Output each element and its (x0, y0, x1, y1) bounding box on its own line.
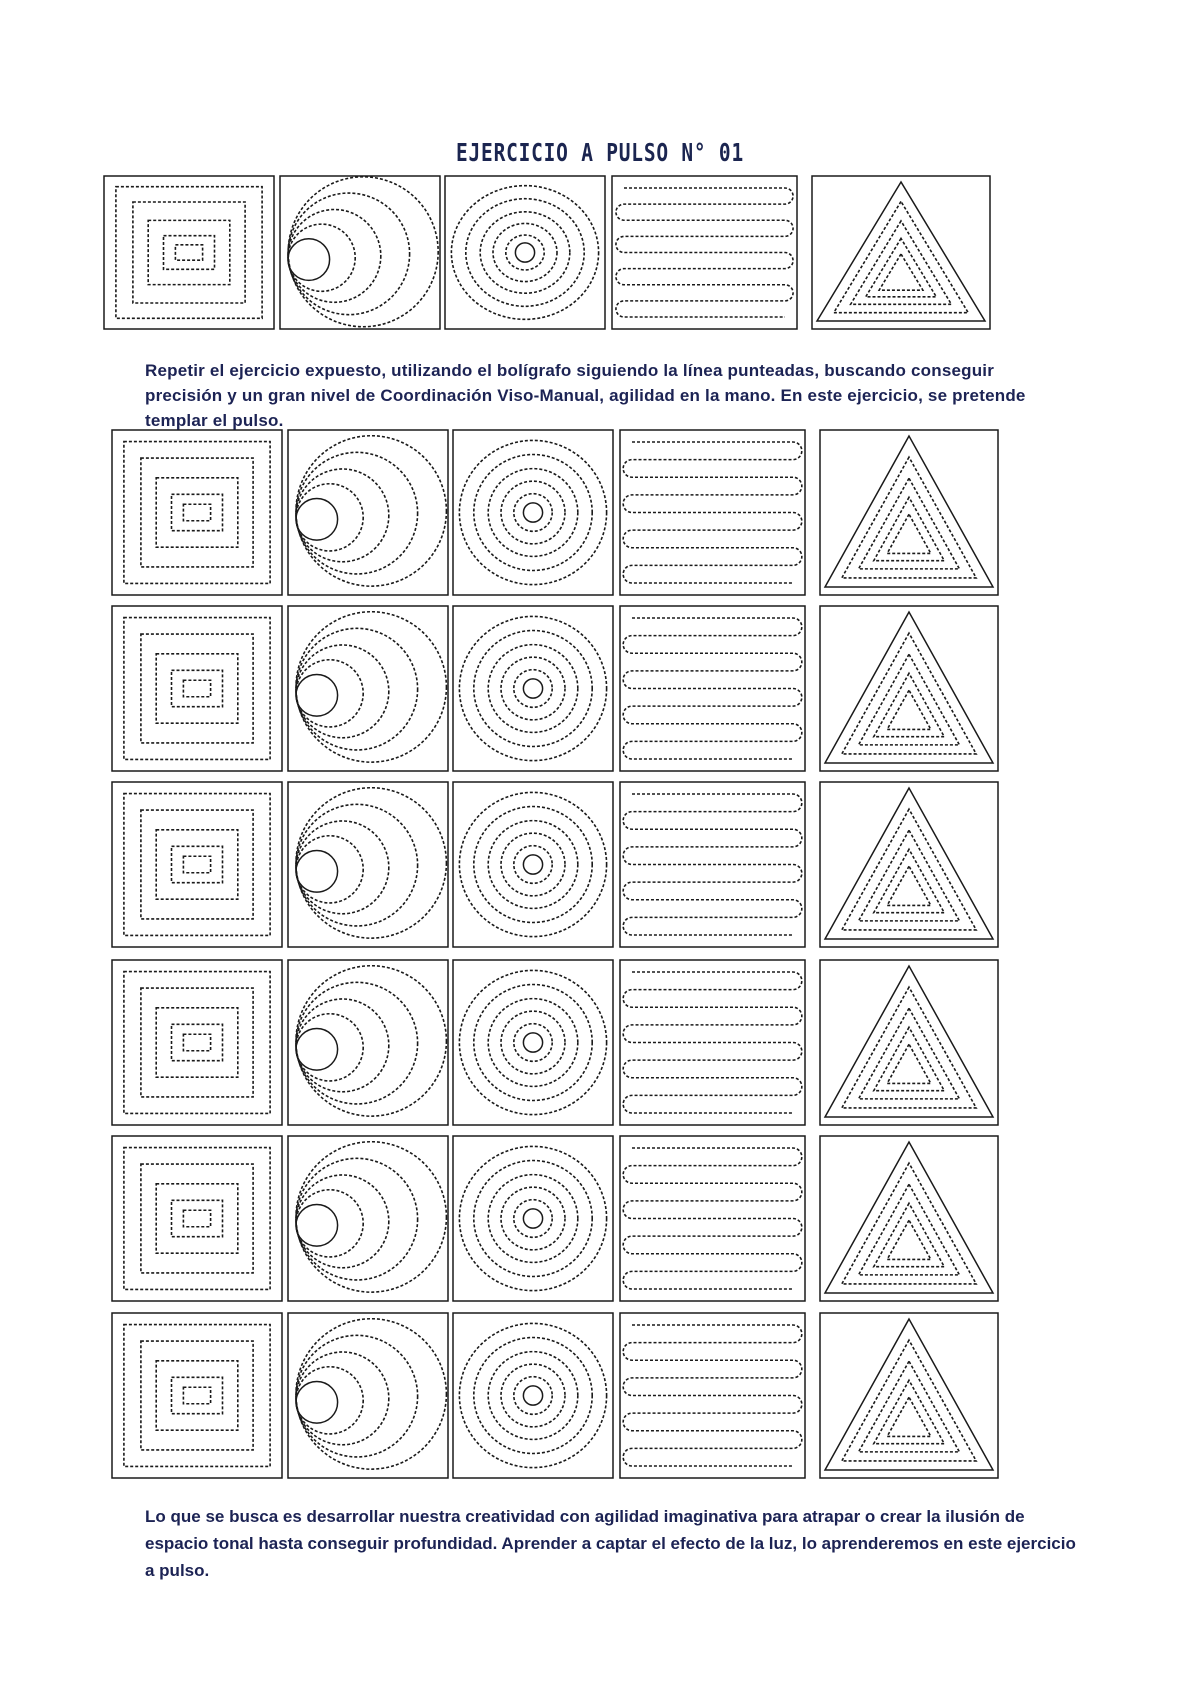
cell-frame (112, 606, 282, 771)
concentric-circle (523, 1033, 542, 1052)
concentric-circle (501, 481, 565, 544)
dotted-square (141, 458, 253, 567)
tangent-circle (296, 1352, 389, 1445)
dotted-square (183, 1387, 210, 1404)
concentric-circles-figure (453, 606, 613, 771)
tangent-circle (296, 851, 338, 893)
nested-triangle (874, 673, 945, 736)
nested-triangle (866, 238, 937, 296)
tangent-circles-figure (288, 430, 448, 595)
nested-triangle (834, 201, 968, 312)
tangent-circle (296, 1142, 446, 1292)
nested-triangle (879, 254, 923, 290)
nested-triangle (842, 987, 976, 1108)
practice-row (112, 960, 998, 1125)
serpentine-line (623, 972, 802, 1113)
concentric-circle (515, 243, 534, 262)
practice-row (112, 782, 998, 947)
nested-triangle (874, 849, 945, 912)
nested-triangles-figure (820, 606, 998, 771)
tangent-circle (296, 612, 446, 762)
nested-triangles-figure (820, 430, 998, 595)
tangent-circle (296, 1367, 363, 1434)
dotted-square (124, 1148, 270, 1290)
nested-triangle (874, 497, 945, 560)
dotted-square (172, 1200, 223, 1236)
cell-frame (112, 960, 282, 1125)
nested-squares-figure (112, 606, 282, 771)
serpentine-line (623, 794, 802, 935)
dotted-square (156, 654, 238, 723)
dotted-square (116, 187, 262, 319)
concentric-circle (514, 670, 552, 708)
tangent-circle (296, 1319, 446, 1469)
dotted-square (164, 236, 215, 270)
dotted-square (141, 634, 253, 743)
cell-frame (620, 960, 805, 1125)
tangent-circles-figure (280, 176, 440, 329)
nested-squares-figure (104, 176, 274, 329)
dotted-square (183, 1034, 210, 1051)
nested-squares-figure (112, 1136, 282, 1301)
dotted-square (156, 1361, 238, 1430)
dotted-square (141, 1164, 253, 1273)
concentric-circle (523, 855, 542, 874)
tangent-circle (296, 660, 363, 727)
cell-frame (288, 960, 448, 1125)
nested-triangles-figure (812, 176, 990, 329)
nested-triangle (887, 514, 931, 553)
nested-triangle (859, 654, 960, 745)
serpentine-lines-figure (620, 430, 805, 595)
concentric-circle (523, 503, 542, 522)
tangent-circle (296, 675, 338, 717)
dotted-square (183, 680, 210, 697)
dotted-square (156, 1184, 238, 1253)
serpentine-line (616, 188, 793, 317)
concentric-circles-figure (445, 176, 605, 329)
cell-frame (288, 430, 448, 595)
tangent-circle (296, 1205, 338, 1247)
tangent-circle (296, 836, 363, 903)
tangent-circle (296, 436, 446, 586)
nested-triangles-figure (820, 782, 998, 947)
nested-triangle (842, 809, 976, 930)
concentric-circle (459, 1146, 606, 1290)
concentric-circle (459, 440, 606, 584)
concentric-circle (459, 970, 606, 1114)
dotted-square (175, 245, 202, 260)
dotted-square (172, 670, 223, 706)
cell-frame (620, 782, 805, 947)
nested-triangle (859, 1008, 960, 1099)
tangent-circle (296, 966, 446, 1116)
concentric-circle (459, 616, 606, 760)
tangent-circles-figure (288, 1313, 448, 1478)
concentric-circles-figure (453, 960, 613, 1125)
concentric-circle (493, 223, 557, 281)
concentric-circle (501, 1187, 565, 1250)
cell-frame (288, 1313, 448, 1478)
concentric-circle (514, 1024, 552, 1062)
nested-triangles-figure (820, 1313, 998, 1478)
outro-paragraph: Lo que se busca es desarrollar nuestra creatividad con agilidad imaginativa para atrapar o crear la ilusión de espacio tonal hasta conseguir profundidad. Aprender a captar el efecto de la luz, lo aprenderemos en este ejercicio a pulso. (145, 1507, 1076, 1580)
serpentine-line (623, 1148, 802, 1289)
dotted-square (156, 830, 238, 899)
practice-row (112, 1313, 998, 1478)
dotted-square (172, 1377, 223, 1413)
dotted-square (141, 1341, 253, 1450)
serpentine-lines-figure (620, 606, 805, 771)
nested-triangle (859, 478, 960, 569)
intro-paragraph: Repetir el ejercicio expuesto, utilizando el bolígrafo siguiendo la línea punteadas, buscando conseguir precisión y un gran nivel de Coordinación Viso-Manual, agilidad en la mano. En este ejercicio, se pretende templar el pulso. (145, 361, 1026, 430)
tangent-circles-figure (288, 606, 448, 771)
dotted-square (124, 618, 270, 760)
tangent-circle (296, 1175, 389, 1268)
concentric-circle (501, 1364, 565, 1427)
dotted-square (156, 478, 238, 547)
tangent-circle (296, 1382, 338, 1424)
tangent-circle (288, 177, 438, 327)
nested-squares-figure (112, 960, 282, 1125)
concentric-circle (474, 631, 592, 747)
concentric-circle (523, 1386, 542, 1405)
page-title: EJERCICIO A PULSO N° 01 (456, 138, 744, 167)
concentric-circle (474, 1161, 592, 1277)
cell-frame (620, 1136, 805, 1301)
concentric-circle (501, 833, 565, 896)
dotted-square (124, 972, 270, 1114)
dotted-square (172, 846, 223, 882)
dotted-square (141, 988, 253, 1097)
cell-frame (112, 1136, 282, 1301)
concentric-circle (501, 1011, 565, 1074)
concentric-circle (514, 1200, 552, 1238)
tangent-circle (288, 224, 355, 291)
tangent-circle (296, 821, 389, 914)
serpentine-line (623, 442, 802, 583)
serpentine-lines-figure (620, 782, 805, 947)
practice-row (112, 430, 998, 595)
dotted-square (183, 504, 210, 521)
nested-triangle (887, 1397, 931, 1436)
nested-triangle (859, 830, 960, 921)
concentric-circle (501, 657, 565, 720)
cell-frame (620, 606, 805, 771)
concentric-circles-figure (453, 430, 613, 595)
concentric-circle (474, 985, 592, 1101)
nested-triangle (874, 1203, 945, 1266)
tangent-circle (296, 499, 338, 541)
dotted-square (156, 1008, 238, 1077)
dotted-square (124, 1325, 270, 1467)
concentric-circle (466, 199, 584, 307)
cell-frame (620, 1313, 805, 1478)
dotted-square (124, 442, 270, 584)
practice-row (112, 606, 998, 771)
dotted-square (133, 202, 245, 303)
concentric-circle (459, 792, 606, 936)
cell-frame (112, 782, 282, 947)
tangent-circle (296, 484, 363, 551)
serpentine-lines-figure (612, 176, 797, 329)
practice-row (112, 1136, 998, 1301)
serpentine-line (623, 1325, 802, 1466)
nested-triangle (859, 1184, 960, 1275)
cell-frame (104, 176, 274, 329)
nested-triangle (887, 1044, 931, 1083)
dotted-square (124, 794, 270, 936)
concentric-circles-figure (453, 1313, 613, 1478)
cell-frame (288, 782, 448, 947)
serpentine-lines-figure (620, 1136, 805, 1301)
nested-triangles-figure (820, 960, 998, 1125)
cell-frame (620, 430, 805, 595)
nested-triangle (842, 1340, 976, 1461)
tangent-circle (296, 645, 389, 738)
tangent-circle (288, 239, 330, 281)
serpentine-lines-figure (620, 1313, 805, 1478)
nested-triangle (887, 866, 931, 905)
nested-squares-figure (112, 782, 282, 947)
tangent-circle (296, 469, 389, 562)
tangent-circles-figure (288, 782, 448, 947)
concentric-circle (459, 1323, 606, 1467)
dotted-square (148, 220, 230, 284)
cell-frame (288, 606, 448, 771)
concentric-circle (451, 186, 598, 320)
concentric-circle (514, 1377, 552, 1415)
dotted-square (183, 856, 210, 873)
concentric-circle (474, 807, 592, 923)
nested-triangle (842, 633, 976, 754)
dotted-square (141, 810, 253, 919)
nested-triangle (874, 1380, 945, 1443)
nested-triangles-figure (820, 1136, 998, 1301)
nested-triangle (874, 1027, 945, 1090)
concentric-circles-figure (453, 782, 613, 947)
cell-frame (112, 430, 282, 595)
nested-squares-figure (112, 1313, 282, 1478)
serpentine-lines-figure (620, 960, 805, 1125)
concentric-circle (474, 1338, 592, 1454)
tangent-circles-figure (288, 1136, 448, 1301)
dotted-square (183, 1210, 210, 1227)
serpentine-line (623, 618, 802, 759)
nested-triangle (887, 1220, 931, 1259)
tangent-circle (296, 1029, 338, 1071)
tangent-circles-figure (288, 960, 448, 1125)
tangent-circle (296, 1190, 363, 1257)
concentric-circle (506, 235, 544, 270)
concentric-circle (523, 679, 542, 698)
concentric-circle (514, 494, 552, 532)
concentric-circle (514, 846, 552, 884)
tangent-circle (296, 999, 389, 1092)
dotted-square (172, 494, 223, 530)
cell-frame (112, 1313, 282, 1478)
concentric-circle (474, 455, 592, 571)
tangent-circle (288, 209, 381, 302)
concentric-circles-figure (453, 1136, 613, 1301)
nested-triangle (842, 1163, 976, 1284)
dotted-square (172, 1024, 223, 1060)
concentric-circle (523, 1209, 542, 1228)
tangent-circle (296, 788, 446, 938)
nested-triangle (851, 221, 952, 304)
example-row (104, 176, 990, 329)
nested-triangle (859, 1361, 960, 1452)
nested-triangle (887, 690, 931, 729)
tangent-circle (296, 1014, 363, 1081)
nested-triangle (842, 457, 976, 578)
cell-frame (288, 1136, 448, 1301)
nested-squares-figure (112, 430, 282, 595)
